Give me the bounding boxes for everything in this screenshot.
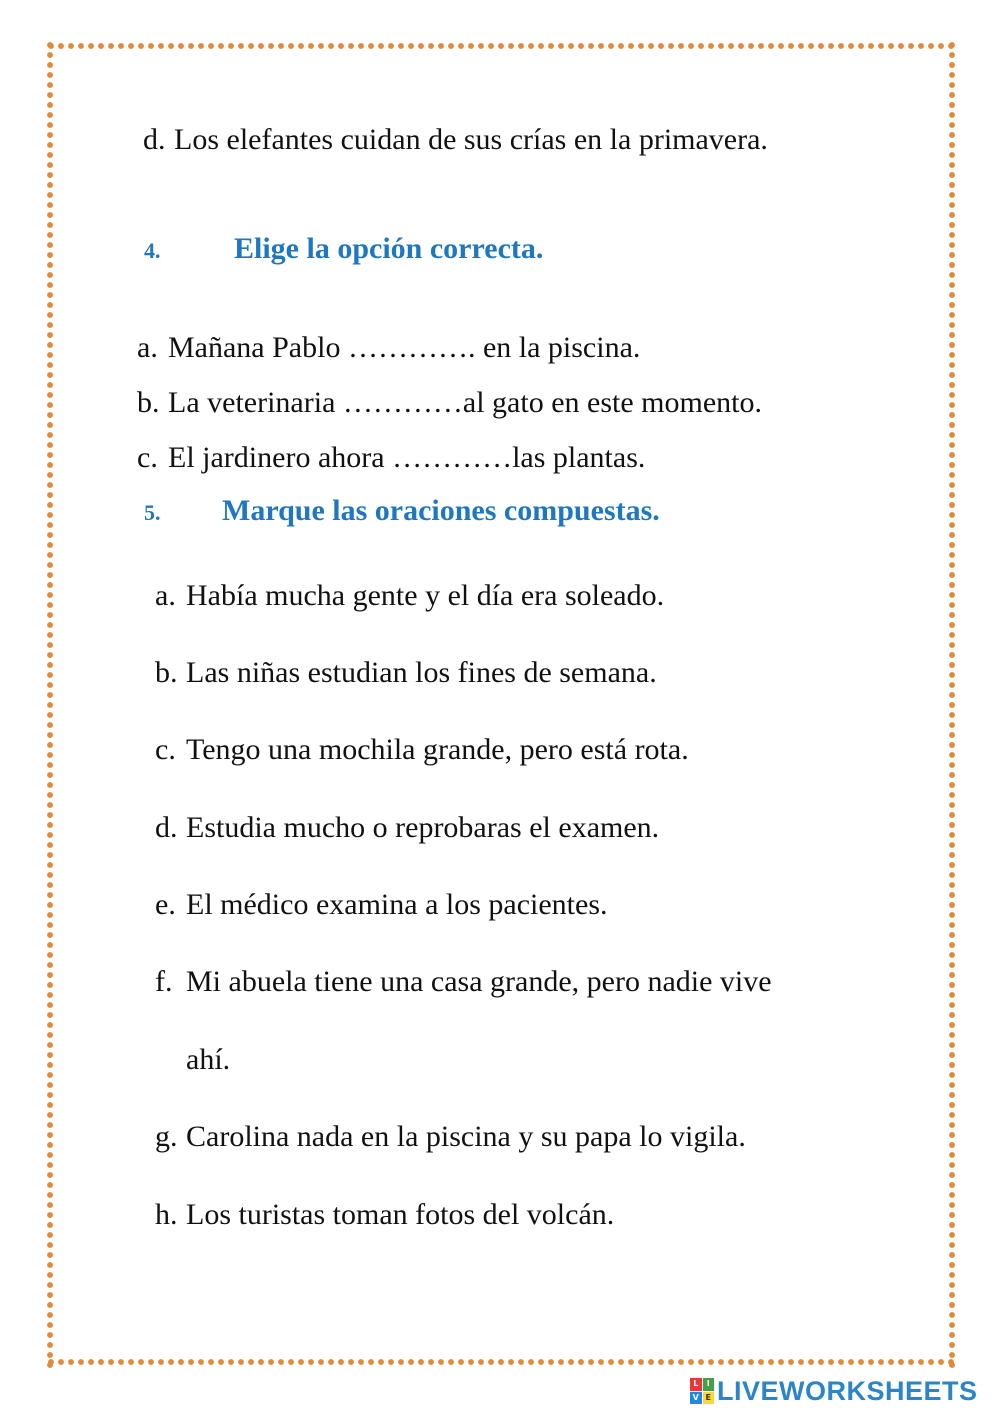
item-text: Los turistas toman fotos del volcán.: [186, 1198, 615, 1231]
section-5-number: 5.: [144, 500, 161, 525]
item-marker: b.: [155, 656, 178, 689]
list-item-continuation: [186, 1042, 230, 1078]
list-item: [155, 964, 772, 1000]
item-marker: g.: [155, 1120, 178, 1153]
list-item: [155, 655, 657, 691]
item-marker: e.: [155, 888, 176, 921]
page-border-bottom: [46, 1356, 956, 1368]
item-marker: c.: [155, 733, 176, 766]
liveworksheets-logo-icon: [690, 1378, 714, 1404]
page-border-top: [46, 40, 956, 52]
logo-letter-i: I: [703, 1378, 715, 1391]
section-5-title: Marque las oraciones compuestas.: [222, 494, 660, 527]
item-marker: d.: [143, 123, 166, 156]
logo-letter-l: L: [690, 1378, 702, 1391]
list-item: [155, 578, 664, 614]
item-marker: c.: [137, 441, 158, 474]
item-marker: a.: [155, 579, 176, 612]
list-item: [155, 1197, 614, 1233]
list-item: [137, 385, 762, 421]
item-text: Mi abuela tiene una casa grande, pero nadie vive: [186, 965, 772, 998]
section-4-number: 4.: [144, 238, 161, 263]
list-item: [143, 122, 768, 158]
item-text: Carolina nada en la piscina y su papa lo vigila.: [186, 1120, 746, 1153]
item-text: Los elefantes cuidan de sus crías en la primavera.: [174, 123, 768, 156]
liveworksheets-brand[interactable]: [690, 1374, 978, 1408]
item-text: La veterinaria …………al gato en este momento.: [168, 386, 762, 419]
item-text: Las niñas estudian los fines de semana.: [186, 656, 657, 689]
list-item: [155, 732, 689, 768]
item-marker: b.: [137, 386, 160, 419]
item-text: El médico examina a los pacientes.: [186, 888, 608, 921]
section-4-title: Elige la opción correcta.: [234, 232, 544, 265]
list-item: [137, 440, 645, 476]
item-marker: d.: [155, 811, 178, 844]
item-text: Mañana Pablo …………. en la piscina.: [168, 331, 641, 364]
list-item: [155, 1119, 746, 1155]
list-item: [155, 810, 659, 846]
logo-letter-e: E: [703, 1392, 715, 1405]
item-marker: f.: [155, 965, 173, 998]
item-text: Había mucha gente y el día era soleado.: [186, 579, 665, 612]
item-text: Estudia mucho o reprobaras el examen.: [186, 811, 660, 844]
brand-name: LIVEWORKSHEETS: [717, 1375, 978, 1406]
page-border-right: [946, 40, 958, 1368]
item-text: El jardinero ahora …………las plantas.: [168, 441, 646, 474]
logo-letter-v: V: [690, 1392, 702, 1405]
list-item: [155, 887, 608, 923]
list-item: [137, 330, 640, 366]
item-text: Tengo una mochila grande, pero está rota.: [186, 733, 689, 766]
item-marker: h.: [155, 1198, 178, 1231]
item-marker: a.: [137, 331, 158, 364]
page-border-left: [44, 40, 56, 1368]
item-text: ahí.: [186, 1043, 231, 1076]
